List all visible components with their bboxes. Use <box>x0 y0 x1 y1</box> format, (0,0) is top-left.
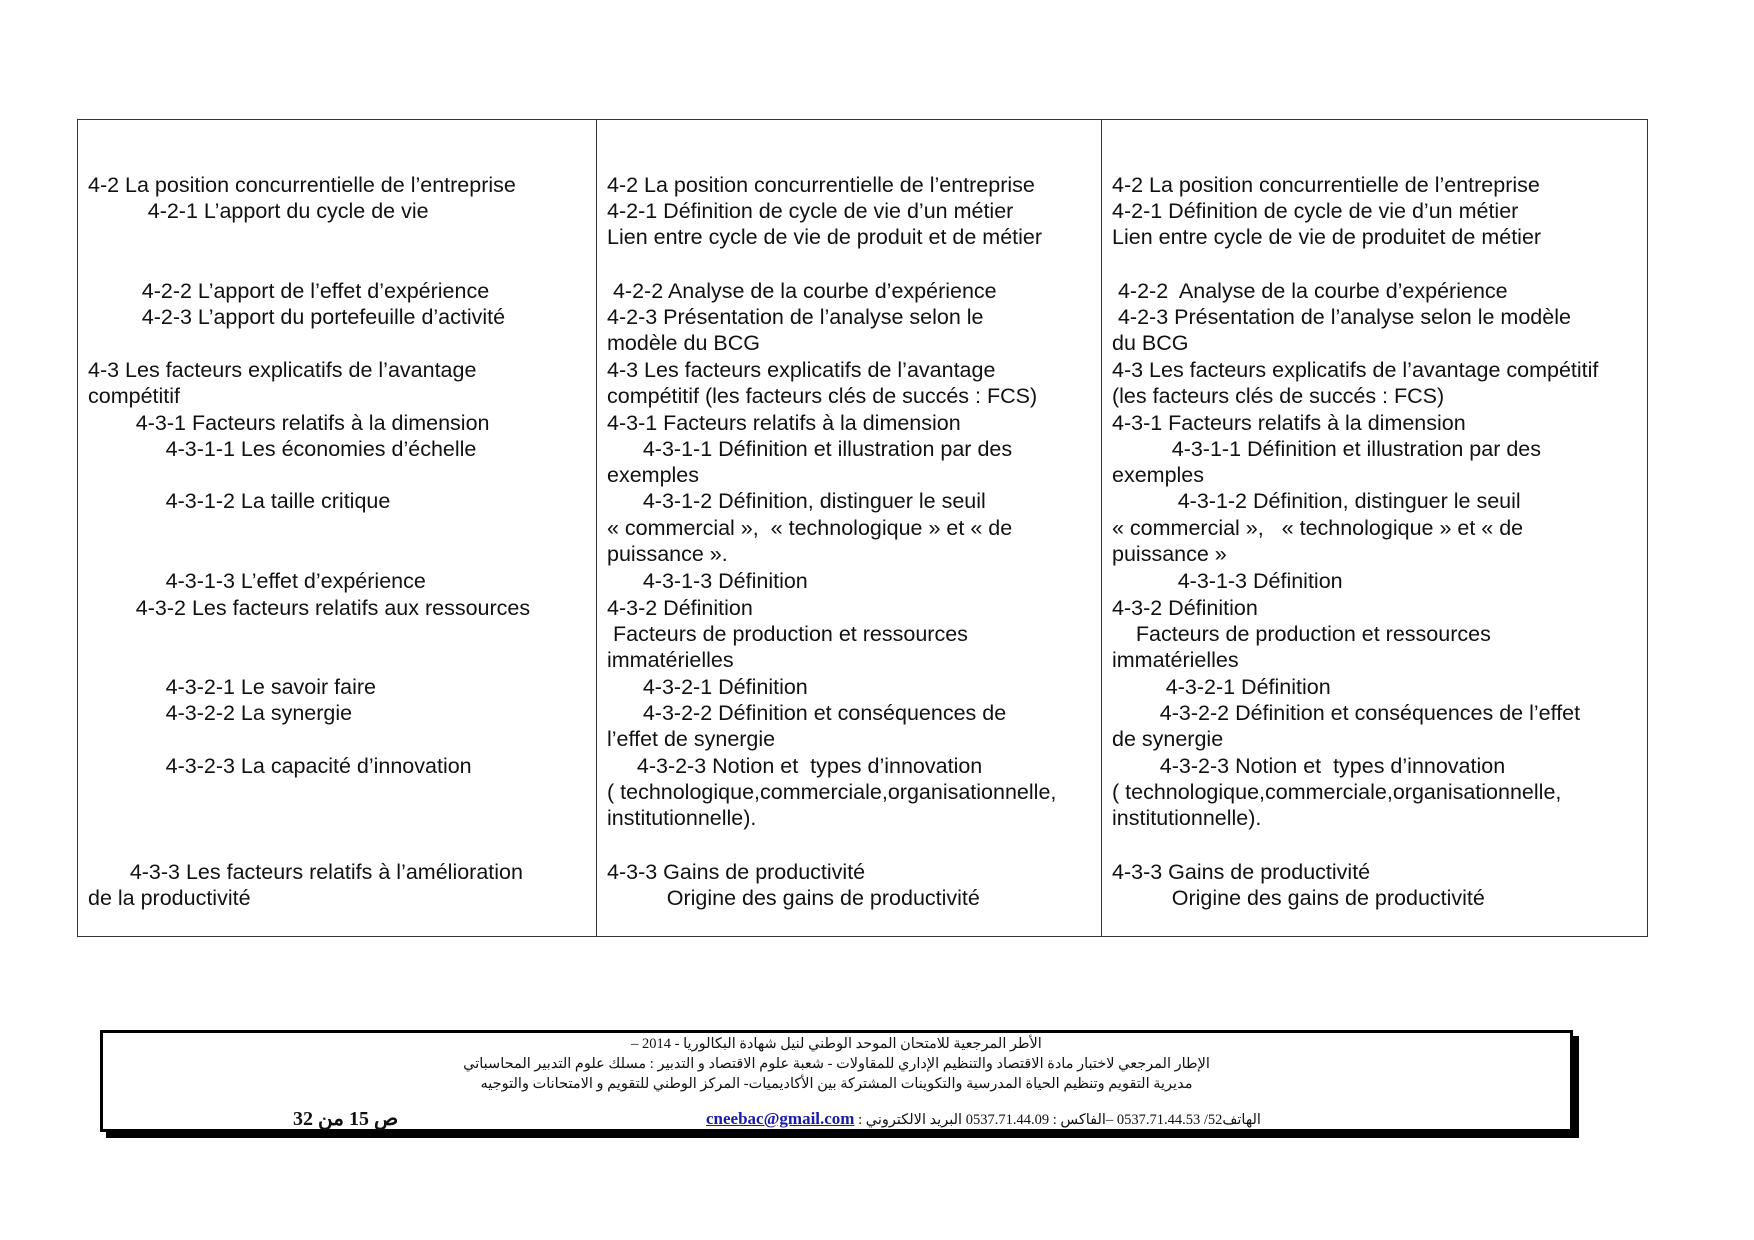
table-line: 4-3-1-1 Les économies d’échelle <box>88 437 477 461</box>
table-line: 4-3-1-1 Définition et illustration par des <box>1112 437 1542 461</box>
table-line: 4-3-3 Gains de productivité <box>607 860 866 884</box>
table-line: 4-2-2 L’apport de l’effet d’expérience <box>88 279 490 303</box>
table-line: 4-3 Les facteurs explicatifs de l’avantage compétitif <box>1112 358 1599 382</box>
table-line: 4-2-3 Présentation de l’analyse selon le <box>607 305 984 329</box>
table-line: (les facteurs clés de succés : FCS) <box>1112 384 1445 408</box>
table-line: 4-3 Les facteurs explicatifs de l’avantage <box>88 358 477 382</box>
table-line: 4-3-1 Facteurs relatifs à la dimension <box>88 411 490 435</box>
table-line: 4-3-2-3 La capacité d’innovation <box>88 754 472 778</box>
table-line: 4-3-1 Facteurs relatifs à la dimension <box>1112 411 1466 435</box>
table-line: 4-3-1-3 Définition <box>607 569 808 593</box>
table-line: 4-2 La position concurrentielle de l’entreprise <box>607 173 1035 197</box>
table-line: 4-3-2 Définition <box>1112 596 1258 620</box>
table-line: 4-3-1-3 L’effet d’expérience <box>88 569 426 593</box>
table-line: 4-3-1-1 Définition et illustration par des <box>607 437 1013 461</box>
table-line: 4-2-1 Définition de cycle de vie d’un métier <box>1112 199 1519 223</box>
table-line: 4-3-2-3 Notion et types d’innovation <box>1112 754 1506 778</box>
table-line: puissance » <box>1112 542 1227 566</box>
table-line: de la productivité <box>88 886 251 910</box>
table-line: 4-3-2-2 Définition et conséquences de l’effet <box>1112 701 1581 725</box>
page-footer <box>100 1030 1573 1132</box>
footer-subtitle: الإطار المرجعي لاختبار مادة الاقتصاد والتنظيم الإداري للمقاولات - شعبة علوم الاقتصاد و التدبير : مسلك علوم التدبير المحاسباتي <box>463 1056 1210 1072</box>
table-line: 4-2 La position concurrentielle de l’entreprise <box>88 173 516 197</box>
footer-directorate: مديرية التقويم وتنظيم الحياة المدرسية والتكوينات المشتركة بين الأكاديميات- المركز الوطني للتقويم و الامتحانات والتوجيه <box>480 1076 1193 1092</box>
table-line: 4-3-2 Les facteurs relatifs aux ressources <box>88 596 531 620</box>
table-line: du BCG <box>1112 331 1189 355</box>
table-line: immatérielles <box>607 648 734 672</box>
table-line: 4-3-1-3 Définition <box>1112 569 1343 593</box>
table-line: de synergie <box>1112 727 1224 751</box>
table-line: ( technologique,commerciale,organisationnelle, <box>607 780 1057 804</box>
table-column-2 <box>596 120 1101 936</box>
table-line: 4-3 Les facteurs explicatifs de l’avantage <box>607 358 996 382</box>
table-line: 4-3-2-1 Le savoir faire <box>88 675 376 699</box>
table-line: Origine des gains de productivité <box>607 886 980 910</box>
table-line: 4-3-1-2 Définition, distinguer le seuil <box>1112 489 1521 513</box>
table-line: exemples <box>607 463 700 487</box>
table-line: 4-3-1-2 Définition, distinguer le seuil <box>607 489 986 513</box>
table-column-3 <box>1101 120 1647 936</box>
table-line: 4-2-3 Présentation de l’analyse selon le modèle <box>1112 305 1571 329</box>
table-line: 4-3-1-2 La taille critique <box>88 489 391 513</box>
table-line: 4-2-1 Définition de cycle de vie d’un métier <box>607 199 1014 223</box>
table-line: immatérielles <box>1112 648 1239 672</box>
table-line: 4-3-3 Gains de productivité <box>1112 860 1371 884</box>
email-link[interactable]: cneebac@gmail.com <box>706 1109 855 1128</box>
table-line: 4-3-1 Facteurs relatifs à la dimension <box>607 411 961 435</box>
table-line: 4-3-2-2 La synergie <box>88 701 353 725</box>
table-line: ( technologique,commerciale,organisationnelle, <box>1112 780 1562 804</box>
table-line: compétitif <box>88 384 181 408</box>
table-line: institutionnelle). <box>607 806 757 830</box>
table-line: 4-2-1 L’apport du cycle de vie <box>88 199 429 223</box>
table-line: modèle du BCG <box>607 331 760 355</box>
footer-contact <box>706 1109 1261 1130</box>
table-line: exemples <box>1112 463 1205 487</box>
table-line: Facteurs de production et ressources <box>1112 622 1491 646</box>
table-line: Lien entre cycle de vie de produit et de métier <box>607 225 1043 249</box>
table-line: 4-2-2 Analyse de la courbe d’expérience <box>607 279 997 303</box>
table-line: « commercial », « technologique » et « de <box>1112 516 1524 540</box>
table-line: Origine des gains de productivité <box>1112 886 1485 910</box>
table-line: institutionnelle). <box>1112 806 1262 830</box>
table-line: 4-3-2-3 Notion et types d’innovation <box>607 754 983 778</box>
table-line: 4-2-3 L’apport du portefeuille d’activité <box>88 305 506 329</box>
table-line: « commercial », « technologique » et « de <box>607 516 1013 540</box>
table-line: Lien entre cycle de vie de produitet de métier <box>1112 225 1542 249</box>
table-line: 4-3-3 Les facteurs relatifs à l’amélioration <box>88 860 523 884</box>
table-line: l’effet de synergie <box>607 727 776 751</box>
page-number: ص 15 من 32 <box>293 1108 399 1130</box>
curriculum-table <box>77 119 1648 937</box>
footer-title: الأطر المرجعية للامتحان الموحد الوطني لنيل شهادة البكالوريا - 2014 – <box>631 1036 1042 1052</box>
table-line: Facteurs de production et ressources <box>607 622 968 646</box>
table-line: puissance ». <box>607 542 728 566</box>
table-line: 4-3-2-1 Définition <box>1112 675 1331 699</box>
table-column-1 <box>78 120 596 936</box>
contact-text: الهاتف52/ 0537.71.44.53 –الفاكس : 0537.71.44.09 البريد الالكتروني : <box>858 1112 1261 1128</box>
table-line: 4-3-2-2 Définition et conséquences de <box>607 701 1007 725</box>
table-line: 4-2-2 Analyse de la courbe d’expérience <box>1112 279 1508 303</box>
table-line: compétitif (les facteurs clés de succés : FCS) <box>607 384 1038 408</box>
table-line: 4-2 La position concurrentielle de l’entreprise <box>1112 173 1540 197</box>
table-line: 4-3-2-1 Définition <box>607 675 808 699</box>
table-line: 4-3-2 Définition <box>607 596 753 620</box>
